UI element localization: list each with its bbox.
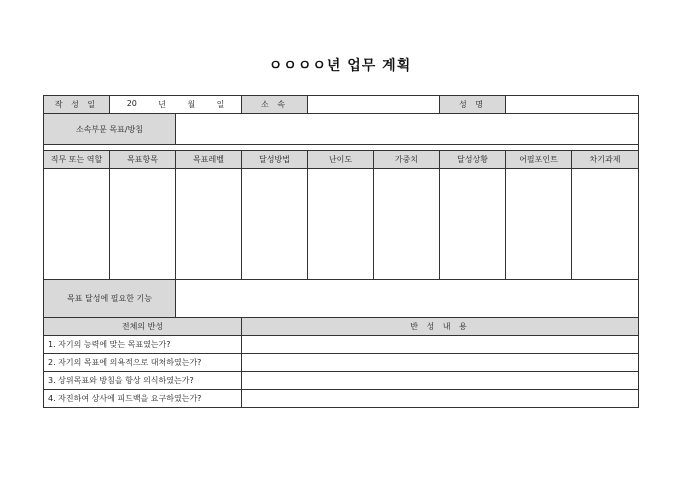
work-plan-form (43, 95, 638, 408)
plan-header-method: 달성방법 (242, 151, 308, 169)
plan-cell-appeal[interactable] (506, 169, 572, 280)
plan-header-item: 목표항목 (110, 151, 176, 169)
reflection-row (44, 354, 639, 372)
page-title: ㅇㅇㅇㅇ년 업무 계획 (268, 58, 412, 74)
reflection-answer-2[interactable] (242, 354, 639, 372)
skills-label: 목표 달성에 필요한 기능 (44, 280, 176, 318)
reflection-row (44, 336, 639, 354)
goal-field[interactable] (176, 114, 639, 145)
reflection-answer-1[interactable] (242, 336, 639, 354)
author-date-label: 작 성 일 (44, 96, 110, 114)
date-year: 20 (126, 99, 137, 108)
info-row (44, 96, 639, 114)
plan-cell-level[interactable] (176, 169, 242, 280)
reflection-header-right: 반 성 내 용 (242, 318, 639, 336)
plan-header-status: 달성상황 (440, 151, 506, 169)
goal-row (44, 114, 639, 145)
plan-body-row (44, 169, 639, 280)
plan-cell-status[interactable] (440, 169, 506, 280)
plan-header-difficulty: 난이도 (308, 151, 374, 169)
plan-cell-method[interactable] (242, 169, 308, 280)
plan-cell-weight[interactable] (374, 169, 440, 280)
reflection-row (44, 390, 639, 408)
plan-header-next: 차기과제 (572, 151, 639, 169)
reflection-header-row (44, 318, 639, 336)
plan-header-role: 직무 또는 역할 (44, 151, 110, 169)
reflection-question-3: 3. 상위목표와 방침을 항상 의식하였는가? (44, 372, 242, 390)
plan-cell-item[interactable] (110, 169, 176, 280)
plan-cell-difficulty[interactable] (308, 169, 374, 280)
date-field[interactable] (110, 96, 242, 114)
reflection-question-4: 4. 자진하여 상사에 피드백을 요구하였는가? (44, 390, 242, 408)
plan-header-appeal: 어필포인트 (506, 151, 572, 169)
dept-label: 소 속 (242, 96, 308, 114)
reflection-header-left: 전체의 반성 (44, 318, 242, 336)
plan-cell-role[interactable] (44, 169, 110, 280)
reflection-question-2: 2. 자기의 목표에 의욕적으로 대처하였는가? (44, 354, 242, 372)
plan-header-level: 목표레벨 (176, 151, 242, 169)
reflection-answer-3[interactable] (242, 372, 639, 390)
plan-cell-next[interactable] (572, 169, 639, 280)
name-field[interactable] (506, 96, 639, 114)
skills-field[interactable] (176, 280, 639, 318)
reflection-question-1: 1. 자기의 능력에 맞는 목표였는가? (44, 336, 242, 354)
plan-header-row (44, 151, 639, 169)
month-unit: 월 (187, 100, 196, 109)
year-unit: 년 (158, 100, 167, 109)
skills-row (44, 280, 639, 318)
plan-header-weight: 가중치 (374, 151, 440, 169)
day-unit: 일 (216, 100, 225, 109)
goal-label: 소속부문 목표/방침 (44, 114, 176, 145)
reflection-row (44, 372, 639, 390)
reflection-answer-4[interactable] (242, 390, 639, 408)
name-label: 성 명 (440, 96, 506, 114)
work-plan-table (43, 95, 639, 408)
dept-field[interactable] (308, 96, 440, 114)
